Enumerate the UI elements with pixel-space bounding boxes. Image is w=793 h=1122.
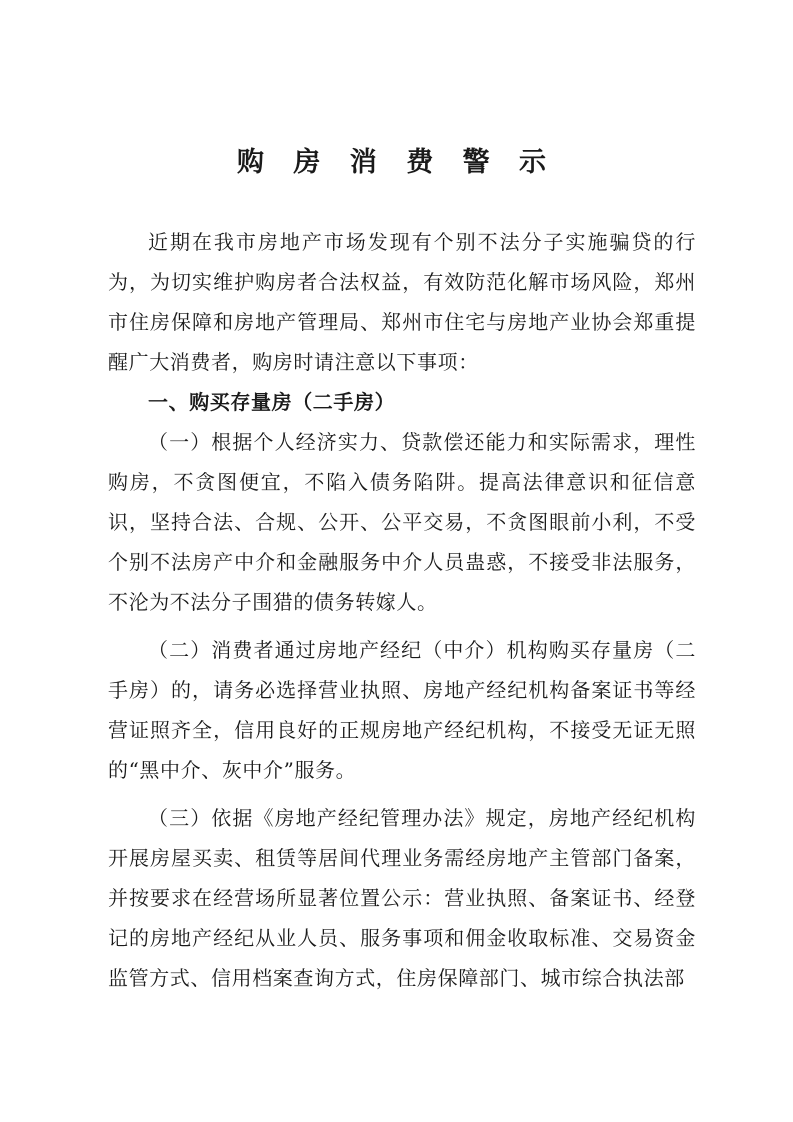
document-title: 购 房 消 费 警 示 (237, 147, 556, 178)
item-paragraph-1: （一）根据个人经济实力、贷款偿还能力和实际需求，理性购房，不贪图便宜，不陷入债务陷阱。提高法律意识和征信意识，坚持合法、合规、公开、公平交易，不贪图眼前小利，不受个别不法房产中介和金融服务中介人员蛊惑，不接受非法服务，不沦为不法分子围猎的债务转嫁人。 (108, 430, 696, 614)
item-paragraph-2: （二）消费者通过房地产经纪（中介）机构购买存量房（二手房）的，请务必选择营业执照、房地产经纪机构备案证书等经营证照齐全，信用良好的正规房地产经纪机构，不接受无证无照的“黑中介、灰中介”服务。 (108, 638, 696, 782)
item-paragraph-3: （三）依据《房地产经纪管理办法》规定，房地产经纪机构开展房屋买卖、租赁等居间代理业务需经房地产主管部门备案，并按要求在经营场所显著位置公示：营业执照、备案证书、经登记的房地产经纪从业人员、服务事项和佣金收取标准、交易资金监管方式、信用档案查询方式，住房保障部门、城市综合执法部 (108, 806, 696, 990)
document-body (108, 222, 696, 998)
intro-paragraph: 近期在我市房地产市场发现有个别不法分子实施骗贷的行为，为切实维护购房者合法权益，有效防范化解市场风险，郑州市住房保障和房地产管理局、郑州市住宅与房地产业协会郑重提醒广大消费者，购房时请注意以下事项： (108, 230, 696, 374)
section-heading-1: 一、购买存量房（二手房） (148, 390, 396, 414)
